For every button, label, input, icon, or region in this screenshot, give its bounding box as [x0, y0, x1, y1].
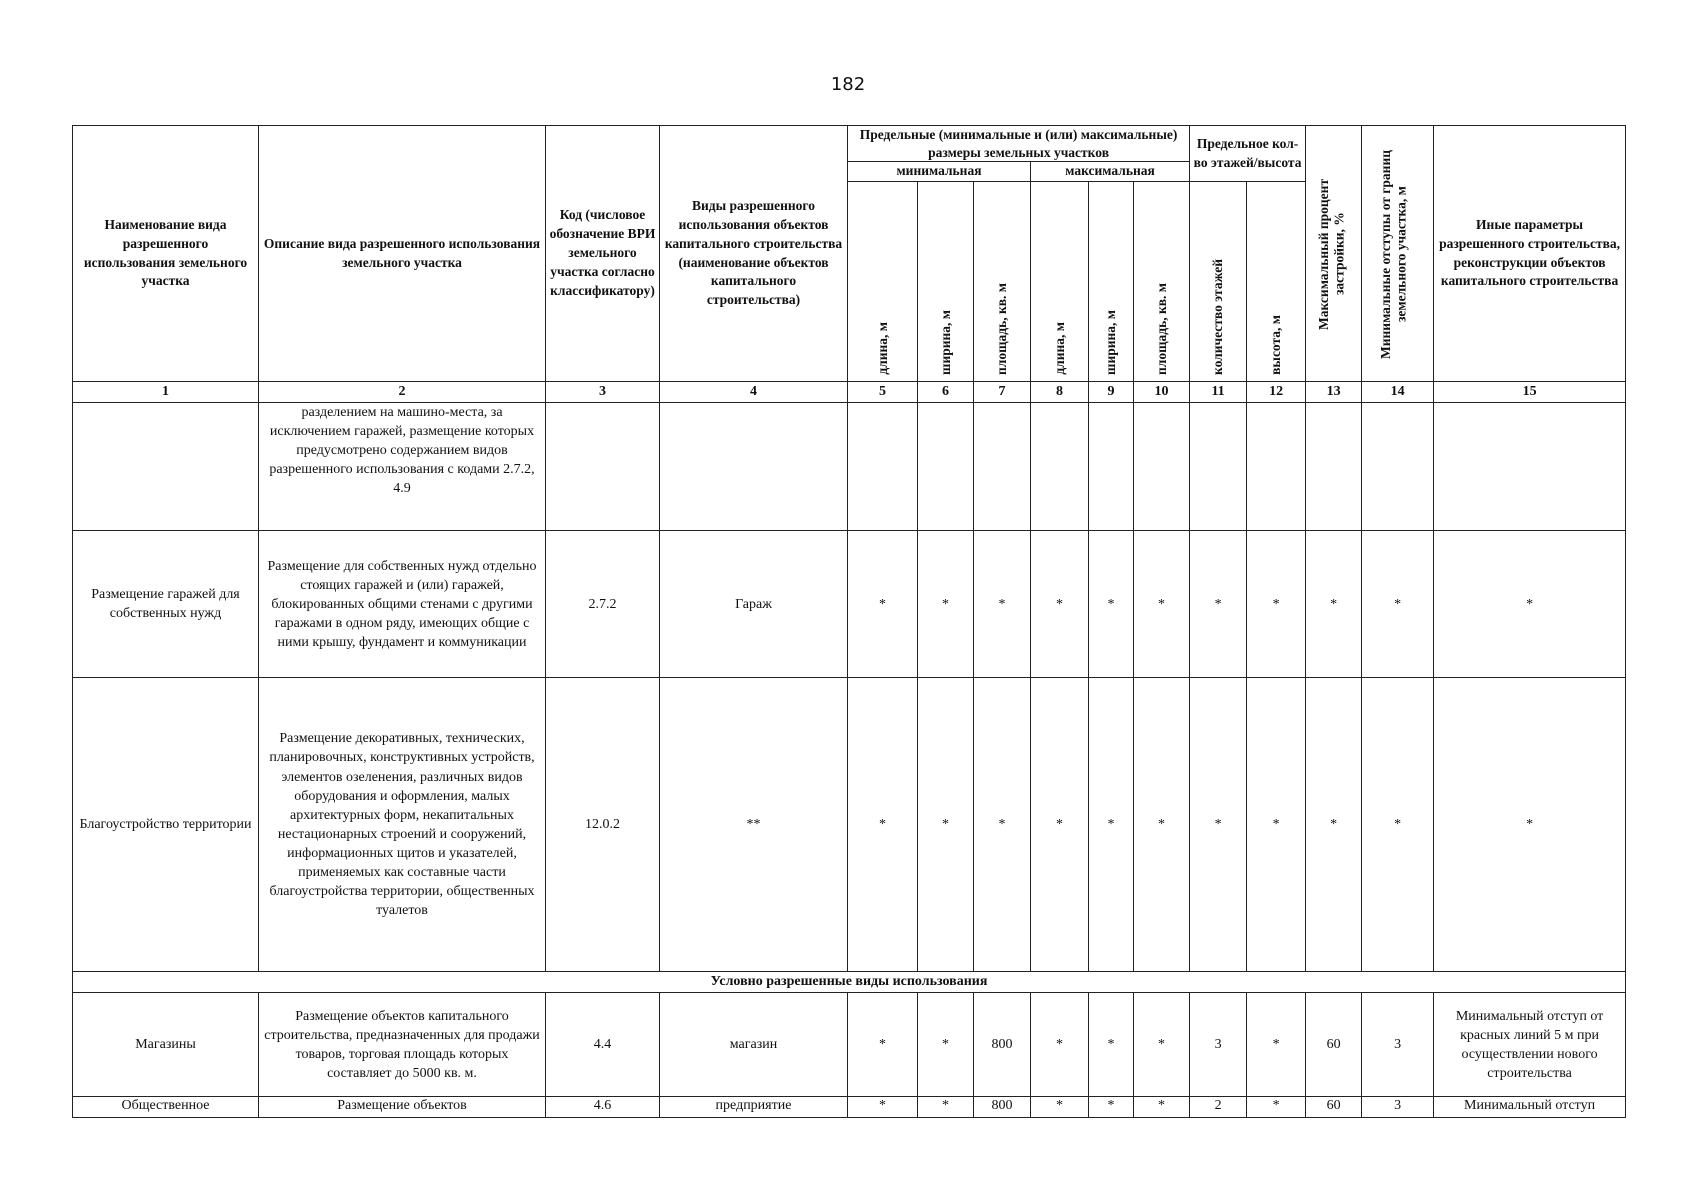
table-row [73, 993, 1626, 1097]
cell-value: 3 [1190, 993, 1247, 1097]
cell-other [1434, 403, 1626, 531]
cell-code: 4.6 [546, 1097, 660, 1118]
header-max-width: ширина, м [1089, 182, 1134, 382]
cell-value: * [1031, 531, 1089, 678]
cell-name: Благоустройство территории [73, 678, 259, 972]
cell-value: 3 [1362, 993, 1434, 1097]
column-number: 4 [660, 382, 848, 403]
cell-objects: Гараж [660, 531, 848, 678]
column-number: 3 [546, 382, 660, 403]
column-number: 11 [1190, 382, 1247, 403]
column-number: 1 [73, 382, 259, 403]
cell-value: * [1306, 531, 1362, 678]
cell-value: * [848, 1097, 918, 1118]
table-header [73, 126, 1626, 403]
header-floors: количество этажей [1190, 182, 1247, 382]
cell-value: * [1089, 1097, 1134, 1118]
cell-value: * [1134, 678, 1190, 972]
cell-other: Минимальный отступ от красных линий 5 м при осуществлении нового строительства [1434, 993, 1626, 1097]
cell-name: Размещение гаражей для собственных нужд [73, 531, 259, 678]
cell-value: * [1247, 1097, 1306, 1118]
cell-other: * [1434, 531, 1626, 678]
cell-value [1089, 403, 1134, 531]
cell-name [73, 403, 259, 531]
column-number: 7 [974, 382, 1031, 403]
cell-objects: ** [660, 678, 848, 972]
column-number: 14 [1362, 382, 1434, 403]
cell-value: * [918, 531, 974, 678]
column-numbers-row [73, 382, 1626, 403]
header-min-area: площадь, кв. м [974, 182, 1031, 382]
header-name: Наименование вида разрешенного использования земельного участка [73, 126, 259, 382]
cell-value: 60 [1306, 1097, 1362, 1118]
header-min-group: минимальная [848, 162, 1031, 182]
header-max-group: максимальная [1031, 162, 1190, 182]
cell-value: * [1089, 678, 1134, 972]
cell-value [1190, 403, 1247, 531]
cell-objects [660, 403, 848, 531]
cell-description: Размещение декоративных, технических, планировочных, конструктивных устройств, элементов озеленения, различных видов оборудования и оформления, малых архитектурных форм, некапитальных нестационарных строений и сооружений, информационных щитов и указателей, применяемых как составные части благоустройства территории, общественных туалетов [259, 678, 546, 972]
cell-value: 2 [1190, 1097, 1247, 1118]
cell-description: Размещение для собственных нужд отдельно стоящих гаражей и (или) гаражей, блокированных общими стенами с другими гаражами в одном ряду, имеющих общие с ними крышу, фундамент и коммуникации [259, 531, 546, 678]
table-row [73, 531, 1626, 678]
cell-value: * [918, 1097, 974, 1118]
section-row [73, 972, 1626, 993]
cell-code: 4.4 [546, 993, 660, 1097]
cell-value: * [1031, 993, 1089, 1097]
column-number: 15 [1434, 382, 1626, 403]
cell-objects: предприятие [660, 1097, 848, 1118]
section-title: Условно разрешенные виды использования [73, 972, 1626, 993]
header-code: Код (числовое обозначение ВРИ земельного участка согласно классификатору) [546, 126, 660, 382]
column-number: 2 [259, 382, 546, 403]
cell-value: * [1362, 531, 1434, 678]
cell-objects: магазин [660, 993, 848, 1097]
cell-value: 800 [974, 1097, 1031, 1118]
header-sizes-group: Предельные (минимальные и (или) максимальные) размеры земельных участков [848, 126, 1190, 162]
cell-value: * [1362, 678, 1434, 972]
page-number: 182 [830, 74, 866, 95]
table-row [73, 403, 1626, 531]
cell-name: Общественное [73, 1097, 259, 1118]
cell-value [848, 403, 918, 531]
cell-value: * [1031, 1097, 1089, 1118]
cell-value: * [974, 678, 1031, 972]
cell-value: * [1247, 993, 1306, 1097]
column-number: 10 [1134, 382, 1190, 403]
cell-description: Размещение объектов капитального строительства, предназначенных для продажи товаров, торговая площадь которых составляет до 5000 кв. м. [259, 993, 546, 1097]
cell-value: * [1190, 678, 1247, 972]
cell-value [918, 403, 974, 531]
header-max-length: длина, м [1031, 182, 1089, 382]
column-number: 5 [848, 382, 918, 403]
cell-code [546, 403, 660, 531]
cell-value: * [1247, 678, 1306, 972]
header-floors-group: Предельное кол-во этажей/высота [1190, 126, 1306, 182]
cell-value: * [1247, 531, 1306, 678]
table-body [73, 403, 1626, 1118]
header-min-setbacks: Минимальные отступы от границ земельного участка, м [1362, 126, 1434, 382]
cell-value [1362, 403, 1434, 531]
cell-value: * [918, 678, 974, 972]
cell-value: * [848, 531, 918, 678]
cell-name: Магазины [73, 993, 259, 1097]
cell-value: * [1306, 678, 1362, 972]
cell-value: * [1134, 1097, 1190, 1118]
cell-value: * [974, 531, 1031, 678]
cell-other: Минимальный отступ [1434, 1097, 1626, 1118]
cell-value: 3 [1362, 1097, 1434, 1118]
cell-value [1247, 403, 1306, 531]
cell-value: 800 [974, 993, 1031, 1097]
cell-value: * [848, 678, 918, 972]
cell-code: 2.7.2 [546, 531, 660, 678]
cell-code: 12.0.2 [546, 678, 660, 972]
header-other: Иные параметры разрешенного строительства, реконструкции объектов капитального строительства [1434, 126, 1626, 382]
cell-value: * [1031, 678, 1089, 972]
table-row [73, 678, 1626, 972]
table-row [73, 1097, 1626, 1118]
cell-other: * [1434, 678, 1626, 972]
cell-value: * [1089, 993, 1134, 1097]
cell-value [1134, 403, 1190, 531]
column-number: 12 [1247, 382, 1306, 403]
cell-value: * [848, 993, 918, 1097]
cell-value: * [918, 993, 974, 1097]
cell-description: разделением на машино-места, за исключением гаражей, размещение которых предусмотрено содержанием видов разрешенного использования с кодами 2.7.2, 4.9 [259, 403, 546, 531]
header-height: высота, м [1247, 182, 1306, 382]
header-min-width: ширина, м [918, 182, 974, 382]
cell-value: * [1134, 531, 1190, 678]
column-number: 6 [918, 382, 974, 403]
cell-description: Размещение объектов [259, 1097, 546, 1118]
cell-value [1031, 403, 1089, 531]
header-max-area: площадь, кв. м [1134, 182, 1190, 382]
header-max-percent: Максимальный процент застройки, % [1306, 126, 1362, 382]
column-number: 9 [1089, 382, 1134, 403]
column-number: 8 [1031, 382, 1089, 403]
land-use-regulations-table [72, 125, 1626, 1118]
cell-value: 60 [1306, 993, 1362, 1097]
column-number: 13 [1306, 382, 1362, 403]
cell-value: * [1089, 531, 1134, 678]
cell-value [1306, 403, 1362, 531]
cell-value [974, 403, 1031, 531]
cell-value: * [1134, 993, 1190, 1097]
header-min-length: длина, м [848, 182, 918, 382]
cell-value: * [1190, 531, 1247, 678]
header-objects: Виды разрешенного использования объектов капитального строительства (наименование объектов капитального строительства) [660, 126, 848, 382]
header-description: Описание вида разрешенного использования земельного участка [259, 126, 546, 382]
